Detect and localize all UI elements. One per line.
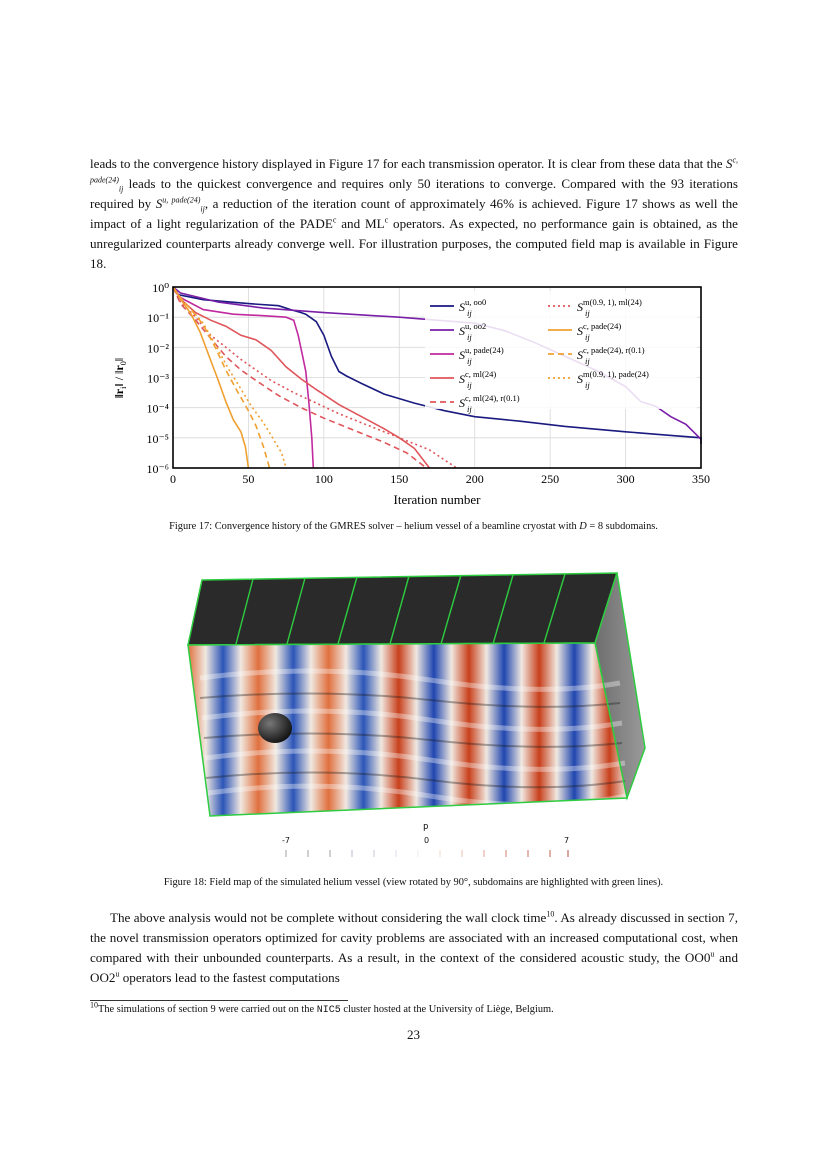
- legend-label: $S^{m(0.9, 1), pade(24)}$ ij: [577, 369, 649, 390]
- legend-label: $S^{m(0.9, 1), ml(24)}$ ij: [577, 297, 642, 318]
- footnote: $^{10}$The simulations of section 9 were carried out on the NIC5 cluster hosted at the University of Liège, Belgium.: [90, 1000, 554, 1016]
- convergence-chart: [100, 278, 740, 514]
- colorbar-min-label: -7: [282, 836, 290, 845]
- x-tick-label: 350: [692, 472, 710, 486]
- legend-label: $S^{u, oo2}$ ij: [459, 321, 487, 342]
- y-tick-label: 10⁻²: [147, 341, 169, 356]
- colorbar: [280, 822, 580, 862]
- footnote-rule: [90, 1000, 348, 1001]
- y-tick-label: 10⁻⁵: [146, 431, 169, 446]
- para1-text-5: operators. As expected, no performance gain is obtained, as the unregularized counterparts already converge well. For illustration purposes, the computed field map is available in Figure 18.: [90, 216, 738, 271]
- legend-label: $S^{c, ml(24)}$ ij: [459, 369, 497, 390]
- para1-text-1: leads to the convergence history displayed in Figure 17 for each transmission operator. It is clear from these data that the: [90, 156, 723, 171]
- colorbar-mid-label: 0: [424, 836, 430, 845]
- para1-text-3: , a reduction of the iteration count of approximately 46% is achieved. Figure 17 shows as well the impact of a light regularization of the PADE: [90, 196, 738, 231]
- para1-text-4: and ML: [341, 216, 385, 231]
- colorbar-max-label: 7: [564, 836, 570, 845]
- y-tick-label: 10⁻³: [147, 371, 169, 386]
- operator-symbol: $S^{c, pade(24)}_{ij}$: [90, 155, 738, 194]
- colorbar-title: p: [423, 822, 429, 832]
- figure17-caption: Figure 17: Convergence history of the GMRES solver – helium vessel of a beamline cryostat with D = 8 subdomains.: [169, 521, 658, 532]
- y-tick-label: 10⁻¹: [147, 311, 169, 326]
- x-tick-label: 50: [242, 472, 255, 486]
- paragraph-1: leads to the convergence history displayed in Figure 17 for each transmission operator. It is clear from these data that the $S^{c, pade(24)}_{ij}$ leads to the quickest convergence and requires only 50 iterations to converge. Compared with the 93 iterations required by $S^{u, pade(24)}_{ij}$, a reduction of the iteration count of approximately 46% is achieved. Figure 17 shows as well the impact of a light regularization of the PADE$^c$ and $ML^c$ operators. As expected, no performance gain is obtained, as the unregularized counterparts already converge well. For illustration purposes, the computed field map is available in Figure 18.: [90, 155, 738, 271]
- operator-symbol: $S^{u, pade(24)}_{ij}$: [155, 195, 205, 214]
- para1-text-2: leads to the quickest convergence and requires only 50 iterations to converge. Compared with the 93 iterations required by: [90, 176, 738, 211]
- figure18-caption: Figure 18: Field map of the simulated helium vessel (view rotated by 90°, subdomains are highlighted with green lines).: [163, 877, 664, 888]
- legend-label: $S^{u, oo0}$ ij: [459, 297, 487, 318]
- colorbar-ticks: [280, 848, 580, 860]
- x-tick-label: 100: [314, 472, 333, 486]
- y-axis-label: $‖r_i‖$ / $‖r_0‖$: [112, 357, 128, 399]
- field-map-image: [170, 568, 650, 828]
- x-tick-label: 0: [170, 472, 176, 486]
- x-axis-label: Iteration number: [393, 492, 481, 507]
- x-tick-label: 150: [390, 472, 409, 486]
- legend-label: $S^{u, pade(24)}$ ij: [459, 345, 504, 366]
- footnote-marker: 10: [546, 909, 555, 919]
- y-tick-label: 10⁻⁶: [146, 462, 169, 476]
- page-number: 23: [406, 1027, 421, 1042]
- legend-label: $S^{c, pade(24), r(0.1)}$ ij: [577, 345, 645, 366]
- y-tick-label: 10⁰: [152, 281, 169, 295]
- legend-label: $S^{c, ml(24), r(0.1)}$ ij: [459, 393, 520, 414]
- x-tick-label: 200: [465, 472, 484, 486]
- paragraph-2: The above analysis would not be complete without considering the wall clock time$^{10}$. As already discussed in section 7, the novel transmission operators optimized for cavity problems are associated with an increased computational cost, when compared with their unbounded counterparts. As a result, in the context of the considered acoustic study, the OO0$^u$ and OO2$^u$ operators lead to the fastest computations: [90, 909, 738, 985]
- legend-label: $S^{c, pade(24)}$ ij: [577, 321, 622, 342]
- chart-legend: [425, 291, 697, 414]
- y-tick-label: 10⁻⁴: [146, 401, 169, 416]
- x-tick-label: 300: [616, 472, 635, 486]
- x-tick-label: 250: [541, 472, 560, 486]
